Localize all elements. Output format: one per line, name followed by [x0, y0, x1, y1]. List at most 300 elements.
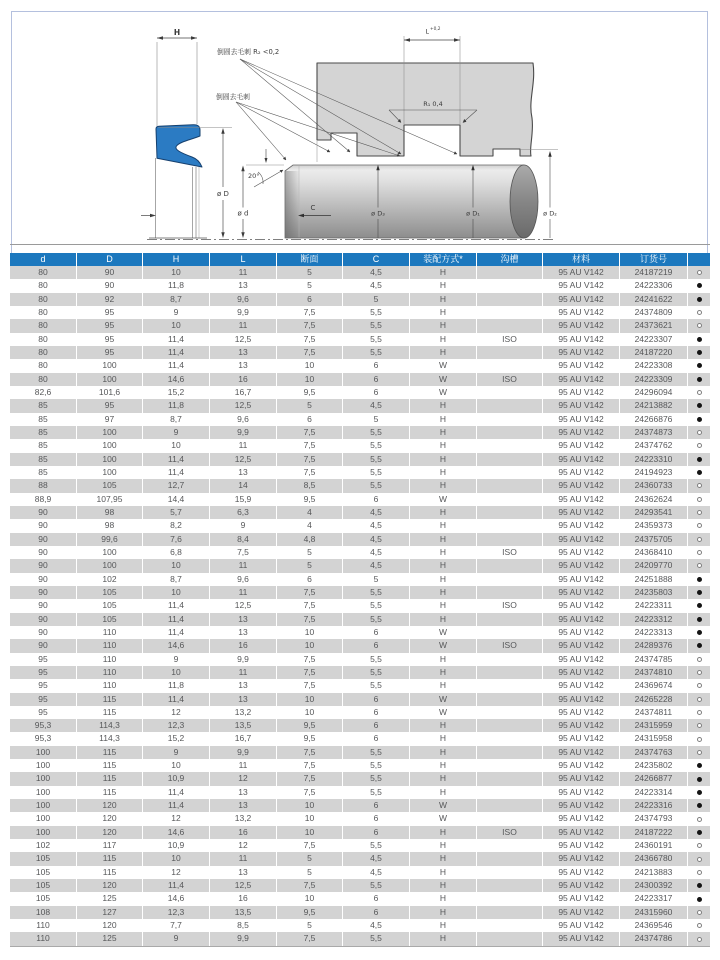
table-cell: 105 [77, 599, 143, 612]
table-cell: 117 [77, 839, 143, 852]
table-cell: 110 [77, 679, 143, 692]
table-cell: 115 [77, 706, 143, 719]
table-cell: ISO [477, 546, 543, 559]
table-cell: 105 [77, 613, 143, 626]
table-cell: 24223311 [620, 599, 688, 612]
table-cell: 95 AU V142 [543, 306, 620, 319]
table-cell: 24362624 [620, 493, 688, 506]
table-row [10, 613, 710, 626]
table-row [10, 346, 710, 359]
availability-cell [688, 693, 710, 706]
column-header: 沟槽 [477, 253, 543, 266]
table-cell: H [410, 453, 477, 466]
table-cell: 24369546 [620, 919, 688, 932]
filled-dot-icon [697, 803, 702, 808]
table-cell: W [410, 706, 477, 719]
table-cell: 114,3 [77, 719, 143, 732]
availability-cell [688, 786, 710, 799]
table-cell: 6 [343, 799, 410, 812]
table-cell: 90 [10, 613, 77, 626]
table-cell: 11 [210, 852, 277, 865]
table-cell: 95 AU V142 [543, 693, 620, 706]
table-cell: 9,5 [277, 906, 343, 919]
table-cell: 12 [143, 866, 210, 879]
table-cell: H [410, 559, 477, 572]
table-cell: 7,5 [277, 306, 343, 319]
table-cell [477, 466, 543, 479]
deburr-note-top: 倒圆去毛刺 R₂ <0,2 [217, 48, 280, 56]
table-cell: 4,8 [277, 533, 343, 546]
table-cell: 13 [210, 346, 277, 359]
table-cell: 24223313 [620, 626, 688, 639]
table-cell: 10 [277, 693, 343, 706]
table-cell: H [410, 306, 477, 319]
table-cell: 16 [210, 373, 277, 386]
table-cell: W [410, 373, 477, 386]
table-cell: 8,7 [143, 573, 210, 586]
table-cell: 4,5 [343, 919, 410, 932]
table-cell: 85 [10, 466, 77, 479]
table-cell: H [410, 666, 477, 679]
table-cell: 12,3 [143, 906, 210, 919]
table-cell: 4,5 [343, 506, 410, 519]
column-header: 材料 [543, 253, 620, 266]
availability-cell [688, 346, 710, 359]
filled-dot-icon [697, 337, 702, 342]
table-cell: 9 [143, 426, 210, 439]
table-row [10, 373, 710, 386]
availability-cell [688, 293, 710, 306]
table-cell: 95 AU V142 [543, 906, 620, 919]
table-cell: 5,5 [343, 666, 410, 679]
table-row [10, 906, 710, 919]
table-cell: H [410, 732, 477, 745]
table-cell [477, 573, 543, 586]
table-cell: 92 [77, 293, 143, 306]
table-cell: 5,5 [343, 679, 410, 692]
filled-dot-icon [697, 643, 702, 648]
open-dot-icon [697, 750, 702, 755]
table-cell: 24266876 [620, 413, 688, 426]
open-dot-icon [697, 817, 702, 822]
table-cell: 115 [77, 759, 143, 772]
open-dot-icon [697, 937, 702, 942]
table-cell: H [410, 519, 477, 532]
table-cell: 95 [10, 653, 77, 666]
table-cell: 6 [343, 493, 410, 506]
table-cell [477, 732, 543, 745]
availability-cell [688, 653, 710, 666]
table-cell [477, 693, 543, 706]
table-cell: H [410, 319, 477, 332]
table-cell: 95 AU V142 [543, 359, 620, 372]
table-cell: 95 AU V142 [543, 772, 620, 785]
table-cell [477, 426, 543, 439]
table-cell: 95 AU V142 [543, 573, 620, 586]
table-cell: 10 [143, 759, 210, 772]
column-header: 订货号 [620, 253, 688, 266]
filled-dot-icon [697, 457, 702, 462]
table-cell: 24223314 [620, 786, 688, 799]
table-cell: 7,5 [210, 546, 277, 559]
table-cell: 95 AU V142 [543, 439, 620, 452]
table-cell: 11,4 [143, 799, 210, 812]
table-cell: 90 [10, 639, 77, 652]
table-cell: 5,5 [343, 453, 410, 466]
table-cell [477, 613, 543, 626]
availability-cell [688, 386, 710, 399]
table-cell: 7,5 [277, 653, 343, 666]
table-cell: H [410, 533, 477, 546]
table-cell: 7,5 [277, 439, 343, 452]
open-dot-icon [697, 550, 702, 555]
table-cell: 24266877 [620, 772, 688, 785]
table-cell: 16,7 [210, 732, 277, 745]
table-cell: 5,5 [343, 319, 410, 332]
availability-cell [688, 453, 710, 466]
table-cell: 24374809 [620, 306, 688, 319]
divider-line [10, 244, 710, 245]
availability-cell [688, 932, 710, 945]
table-cell: 5,5 [343, 479, 410, 492]
table-cell: 24223307 [620, 333, 688, 346]
table-cell: 95 AU V142 [543, 639, 620, 652]
table-cell: W [410, 626, 477, 639]
table-cell: 11,4 [143, 693, 210, 706]
table-cell: 101,6 [77, 386, 143, 399]
table-cell: 24374763 [620, 746, 688, 759]
table-cell: 90 [77, 279, 143, 292]
availability-cell [688, 573, 710, 586]
table-cell: 125 [77, 892, 143, 905]
table-cell [477, 439, 543, 452]
table-cell: 9,6 [210, 413, 277, 426]
table-cell: H [410, 399, 477, 412]
table-cell: H [410, 293, 477, 306]
table-cell: H [410, 546, 477, 559]
table-cell: 24265228 [620, 693, 688, 706]
table-cell: 95 AU V142 [543, 866, 620, 879]
availability-cell [688, 466, 710, 479]
table-cell: 9,5 [277, 732, 343, 745]
table-row [10, 879, 710, 892]
table-cell: 5,5 [343, 613, 410, 626]
angle-label: 20° [248, 172, 260, 180]
table-row [10, 746, 710, 759]
table-cell: 95 AU V142 [543, 826, 620, 839]
table-row [10, 693, 710, 706]
table-cell: 125 [77, 932, 143, 945]
filled-dot-icon [697, 577, 702, 582]
table-cell: 7,5 [277, 759, 343, 772]
table-cell: 100 [77, 426, 143, 439]
table-cell: 80 [10, 333, 77, 346]
table-cell: 95 [10, 666, 77, 679]
table-cell: 105 [77, 479, 143, 492]
table-row [10, 426, 710, 439]
table-cell [477, 479, 543, 492]
availability-cell [688, 373, 710, 386]
table-cell: 11,8 [143, 679, 210, 692]
table-cell: 11,4 [143, 879, 210, 892]
table-cell: 95 AU V142 [543, 466, 620, 479]
table-cell: 6 [343, 626, 410, 639]
table-row [10, 666, 710, 679]
table-cell [477, 919, 543, 932]
table-cell: H [410, 759, 477, 772]
table-cell: 120 [77, 812, 143, 825]
table-cell [477, 666, 543, 679]
table-cell: 10 [277, 706, 343, 719]
table-cell: H [410, 599, 477, 612]
table-cell: 90 [10, 533, 77, 546]
table-cell: 7,5 [277, 839, 343, 852]
table-row [10, 573, 710, 586]
table-cell [477, 839, 543, 852]
table-cell: 13 [210, 613, 277, 626]
table-cell: H [410, 586, 477, 599]
table-cell: 24368410 [620, 546, 688, 559]
table-cell: 24375705 [620, 533, 688, 546]
table-cell: 95 AU V142 [543, 333, 620, 346]
table-cell [477, 653, 543, 666]
table-cell: 24251888 [620, 573, 688, 586]
table-cell: 12 [210, 772, 277, 785]
table-cell: 6 [343, 812, 410, 825]
open-dot-icon [697, 510, 702, 515]
table-row [10, 479, 710, 492]
availability-cell [688, 266, 710, 279]
table-cell: H [410, 879, 477, 892]
table-cell: 7,5 [277, 466, 343, 479]
table-cell: 7,5 [277, 772, 343, 785]
availability-cell [688, 639, 710, 652]
table-cell: 11,4 [143, 453, 210, 466]
table-cell: 5,5 [343, 426, 410, 439]
filled-dot-icon [697, 763, 702, 768]
table-cell: 11,4 [143, 626, 210, 639]
availability-cell [688, 666, 710, 679]
table-cell: 110 [10, 919, 77, 932]
table-cell: 90 [10, 559, 77, 572]
housing-section [317, 63, 534, 156]
table-cell: 16,7 [210, 386, 277, 399]
availability-cell [688, 706, 710, 719]
table-cell: H [410, 679, 477, 692]
table-cell: 11,4 [143, 599, 210, 612]
table-cell: 7,6 [143, 533, 210, 546]
table-cell: 15,2 [143, 732, 210, 745]
open-dot-icon [697, 910, 702, 915]
table-cell: 15,2 [143, 386, 210, 399]
table-cell: 24223306 [620, 279, 688, 292]
table-row [10, 519, 710, 532]
table-cell: 7,5 [277, 746, 343, 759]
table-cell: 95 AU V142 [543, 279, 620, 292]
table-cell [477, 706, 543, 719]
table-row [10, 759, 710, 772]
table-cell: 5,7 [143, 506, 210, 519]
table-cell [477, 879, 543, 892]
table-cell: 11 [210, 759, 277, 772]
table-cell: 4,5 [343, 279, 410, 292]
table-cell: 7,5 [277, 333, 343, 346]
filled-dot-icon [697, 883, 702, 888]
table-cell: 7,5 [277, 426, 343, 439]
table-cell: 13 [210, 799, 277, 812]
table-cell [477, 359, 543, 372]
table-cell: 5,5 [343, 772, 410, 785]
table-cell: 24213883 [620, 866, 688, 879]
filled-dot-icon [697, 403, 702, 408]
table-cell: 95 AU V142 [543, 626, 620, 639]
table-cell: 13 [210, 359, 277, 372]
table-cell: 95 AU V142 [543, 586, 620, 599]
rod [285, 165, 524, 238]
availability-cell [688, 852, 710, 865]
rod-end-cap [510, 165, 538, 238]
table-header [10, 253, 710, 266]
table-cell [477, 279, 543, 292]
table-cell: 95 AU V142 [543, 759, 620, 772]
table-row [10, 772, 710, 785]
table-row [10, 559, 710, 572]
open-dot-icon [697, 657, 702, 662]
table-row [10, 826, 710, 839]
table-cell: 13,5 [210, 719, 277, 732]
table-cell: 100 [77, 373, 143, 386]
table-cell: 11 [210, 266, 277, 279]
table-row [10, 306, 710, 319]
availability-cell [688, 279, 710, 292]
table-cell: 95 AU V142 [543, 666, 620, 679]
availability-cell [688, 319, 710, 332]
table-cell: 9,9 [210, 426, 277, 439]
table-cell: ISO [477, 333, 543, 346]
dimension-table [10, 253, 710, 947]
table-row [10, 386, 710, 399]
column-header [688, 253, 710, 266]
table-row [10, 466, 710, 479]
table-cell: 12,7 [143, 479, 210, 492]
table-cell: 4,5 [343, 399, 410, 412]
table-cell: 7,5 [277, 879, 343, 892]
table-cell: H [410, 786, 477, 799]
table-cell: 9 [143, 746, 210, 759]
availability-cell [688, 866, 710, 879]
table-cell: 100 [77, 359, 143, 372]
table-cell [477, 866, 543, 879]
table-row [10, 266, 710, 279]
table-cell: 95 [77, 333, 143, 346]
table-cell: 14,6 [143, 826, 210, 839]
availability-cell [688, 746, 710, 759]
table-cell: 24369674 [620, 679, 688, 692]
open-dot-icon [697, 443, 702, 448]
table-cell: 12,5 [210, 879, 277, 892]
availability-cell [688, 732, 710, 745]
table-cell: 10 [277, 639, 343, 652]
table-cell: 24235803 [620, 586, 688, 599]
table-cell: H [410, 333, 477, 346]
table-cell: 7,5 [277, 613, 343, 626]
open-dot-icon [697, 670, 702, 675]
table-cell: 110 [77, 666, 143, 679]
table-cell: 7,5 [277, 586, 343, 599]
table-cell: 8,4 [210, 533, 277, 546]
filled-dot-icon [697, 297, 702, 302]
open-dot-icon [697, 737, 702, 742]
table-cell: 5,5 [343, 839, 410, 852]
dim-label-dia-D2: ø D₂ [543, 209, 557, 218]
filled-dot-icon [697, 830, 702, 835]
dim-label-C: C [310, 204, 316, 212]
table-row [10, 599, 710, 612]
table-cell: 4,5 [343, 546, 410, 559]
table-cell: 24374786 [620, 932, 688, 945]
table-cell: 95 AU V142 [543, 519, 620, 532]
availability-cell [688, 879, 710, 892]
table-cell: 24296094 [620, 386, 688, 399]
table-row [10, 493, 710, 506]
table-cell: 10 [277, 892, 343, 905]
table-cell: 95 AU V142 [543, 293, 620, 306]
table-cell: 95 AU V142 [543, 479, 620, 492]
table-row [10, 932, 710, 945]
table-cell: 13 [210, 679, 277, 692]
table-cell: 24374793 [620, 812, 688, 825]
table-cell: 9,5 [277, 719, 343, 732]
table-row [10, 413, 710, 426]
table-cell: 5 [277, 399, 343, 412]
table-cell: 7,5 [277, 599, 343, 612]
table-cell [477, 319, 543, 332]
table-cell [477, 346, 543, 359]
table-cell: 10 [277, 626, 343, 639]
filled-dot-icon [697, 417, 702, 422]
table-cell [477, 852, 543, 865]
table-cell: 5,5 [343, 346, 410, 359]
table-cell: 12,5 [210, 599, 277, 612]
availability-cell [688, 546, 710, 559]
filled-dot-icon [697, 350, 702, 355]
table-cell: 5 [277, 866, 343, 879]
table-row [10, 719, 710, 732]
open-dot-icon [697, 683, 702, 688]
table-cell: 95 AU V142 [543, 386, 620, 399]
table-cell: 8,7 [143, 413, 210, 426]
availability-cell [688, 799, 710, 812]
table-cell: 82,6 [10, 386, 77, 399]
table-cell: 95 AU V142 [543, 879, 620, 892]
table-cell: 11 [210, 586, 277, 599]
table-cell: 10 [143, 319, 210, 332]
dim-label-L: L [425, 27, 429, 36]
table-cell [477, 519, 543, 532]
table-cell: 6 [277, 413, 343, 426]
table-cell: 24289376 [620, 639, 688, 652]
table-cell: 5 [277, 852, 343, 865]
table-cell: 100 [10, 826, 77, 839]
table-cell: 24223308 [620, 359, 688, 372]
table-cell: 7,5 [277, 679, 343, 692]
table-cell: W [410, 812, 477, 825]
table-cell: 24293541 [620, 506, 688, 519]
table-cell: 12,3 [143, 719, 210, 732]
table-cell: 110 [77, 626, 143, 639]
table-cell: 95 AU V142 [543, 453, 620, 466]
filled-dot-icon [697, 630, 702, 635]
